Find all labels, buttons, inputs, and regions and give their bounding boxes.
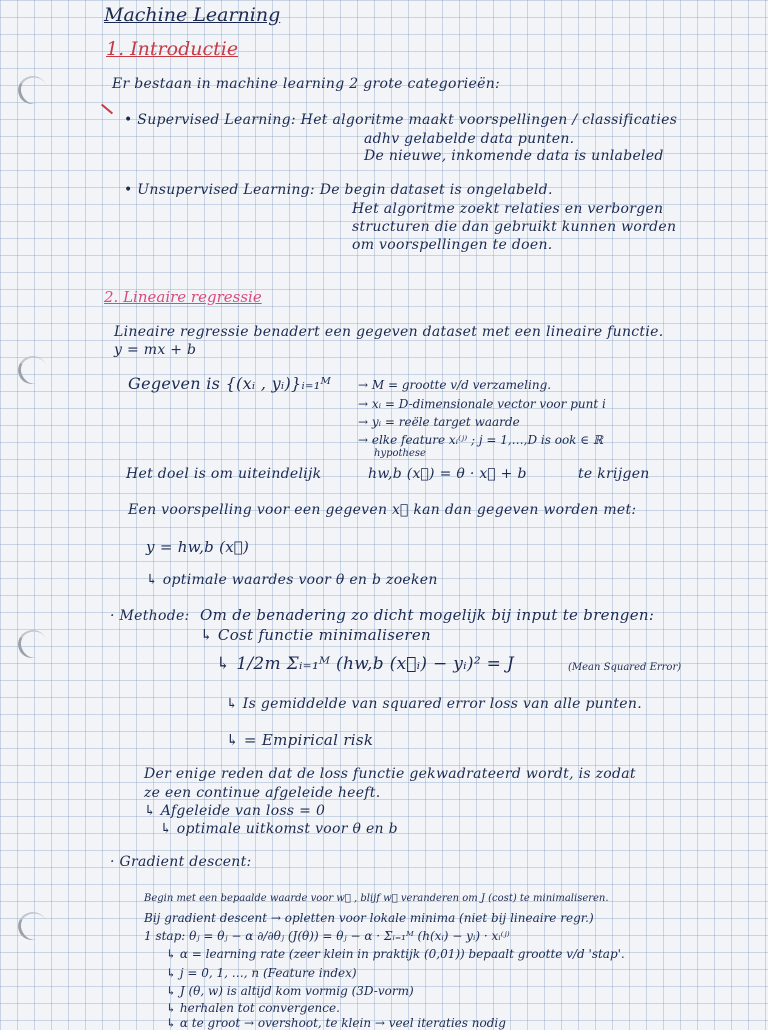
gradient-line: ↳ herhalen tot convergence.: [166, 1001, 340, 1015]
method-line: ↳ Cost functie minimaliseren: [200, 626, 432, 644]
gradient-heading: · Gradient descent:: [110, 854, 252, 870]
linreg-line: te krijgen: [578, 466, 650, 482]
linreg-line: y = mx + b: [114, 342, 197, 358]
gradient-line: ↳ α te groot → overshoot, te klein → veel iteraties nodig: [166, 1016, 506, 1030]
intro-line: om voorspellingen te doen.: [352, 237, 553, 253]
punch-hole: [14, 908, 51, 944]
method-line: ↳ 1/2m Σᵢ₌₁ᴹ (hw,b (x⃗ᵢ) − yᵢ)² = J: [216, 654, 514, 674]
gradient-line: ↳ J (θ, w) is altijd kom vormig (3D-vorm): [166, 984, 414, 998]
margin-tick: [101, 104, 113, 115]
punch-hole: [14, 352, 51, 388]
method-line: ↳ = Empirical risk: [226, 731, 374, 749]
method-line: ↳ Is gemiddelde van squared error loss van alle punten.: [226, 696, 642, 712]
linreg-line: hw,b (x⃗) = θ · x⃗ + b: [368, 466, 527, 482]
gradient-line: 1 stap: θⱼ = θⱼ − α ∂/∂θⱼ (J(θ)) = θⱼ − α · Σᵢ₌₁ᴹ (h(xᵢ) − yᵢ) · xᵢ⁽ʲ⁾: [144, 929, 510, 943]
linreg-line: Een voorspelling voor een gegeven x⃗ kan dan gegeven worden met:: [128, 502, 637, 518]
method-line: ↳ Afgeleide van loss = 0: [144, 803, 326, 819]
linreg-line: Gegeven is {(xᵢ , yᵢ)}ᵢ₌₁ᴹ: [128, 374, 332, 393]
linreg-line: → xᵢ = D-dimensionale vector voor punt i: [358, 397, 606, 411]
linreg-line: → yᵢ = reële target waarde: [358, 415, 520, 429]
method-label: · Methode:: [110, 608, 190, 624]
punch-hole: [14, 626, 51, 662]
linreg-line: → M = grootte v/d verzameling.: [358, 378, 552, 392]
linreg-line: ↳ optimale waardes voor θ en b zoeken: [146, 572, 438, 588]
gradient-line: Begin met een bepaalde waarde voor w⃗ , blijf w⃗ veranderen om J (cost) te minimaliseren.: [144, 893, 609, 904]
method-line: Der enige reden dat de loss functie gekwadrateerd wordt, is zodat: [144, 766, 636, 782]
intro-line: • Supervised Learning: Het algoritme maakt voorspellingen / classificaties: [124, 112, 678, 128]
method-line: (Mean Squared Error): [568, 662, 682, 673]
section-heading-intro: 1. Introductie: [106, 38, 239, 60]
page-title: Machine Learning: [104, 4, 281, 26]
method-line: ze een continue afgeleide heeft.: [144, 785, 381, 801]
intro-line: De nieuwe, inkomende data is unlabeled: [364, 148, 664, 164]
gradient-line: ↳ j = 0, 1, …, n (Feature index): [166, 966, 357, 980]
method-line: Om de benadering zo dicht mogelijk bij input te brengen:: [200, 606, 655, 624]
method-line: ↳ optimale uitkomst voor θ en b: [160, 821, 398, 837]
intro-line: adhv gelabelde data punten.: [364, 131, 575, 147]
linreg-line: Lineaire regressie benadert een gegeven dataset met een lineaire functie.: [114, 324, 664, 340]
intro-line: Het algoritme zoekt relaties en verborgen: [352, 201, 664, 217]
section-heading-linreg: 2. Lineaire regressie: [104, 288, 262, 306]
linreg-line: → elke feature xᵢ⁽ʲ⁾ ; j = 1,…,D is ook ∈ ℝ: [358, 433, 603, 447]
intro-line: • Unsupervised Learning: De begin dataset is ongelabeld.: [124, 182, 553, 198]
linreg-line: Het doel is om uiteindelijk: [126, 466, 322, 482]
linreg-line: hypothese: [374, 448, 426, 459]
intro-line: structuren die dan gebruikt kunnen worden: [352, 219, 677, 235]
linreg-line: y = hw,b (x⃗): [146, 538, 250, 556]
gradient-line: Bij gradient descent → opletten voor lokale minima (niet bij lineaire regr.): [144, 911, 594, 925]
gradient-line: ↳ α = learning rate (zeer klein in praktijk (0,01)) bepaalt grootte v/d 'stap'.: [166, 947, 625, 961]
intro-line: Er bestaan in machine learning 2 grote categorieën:: [112, 76, 501, 92]
punch-hole: [14, 72, 51, 108]
